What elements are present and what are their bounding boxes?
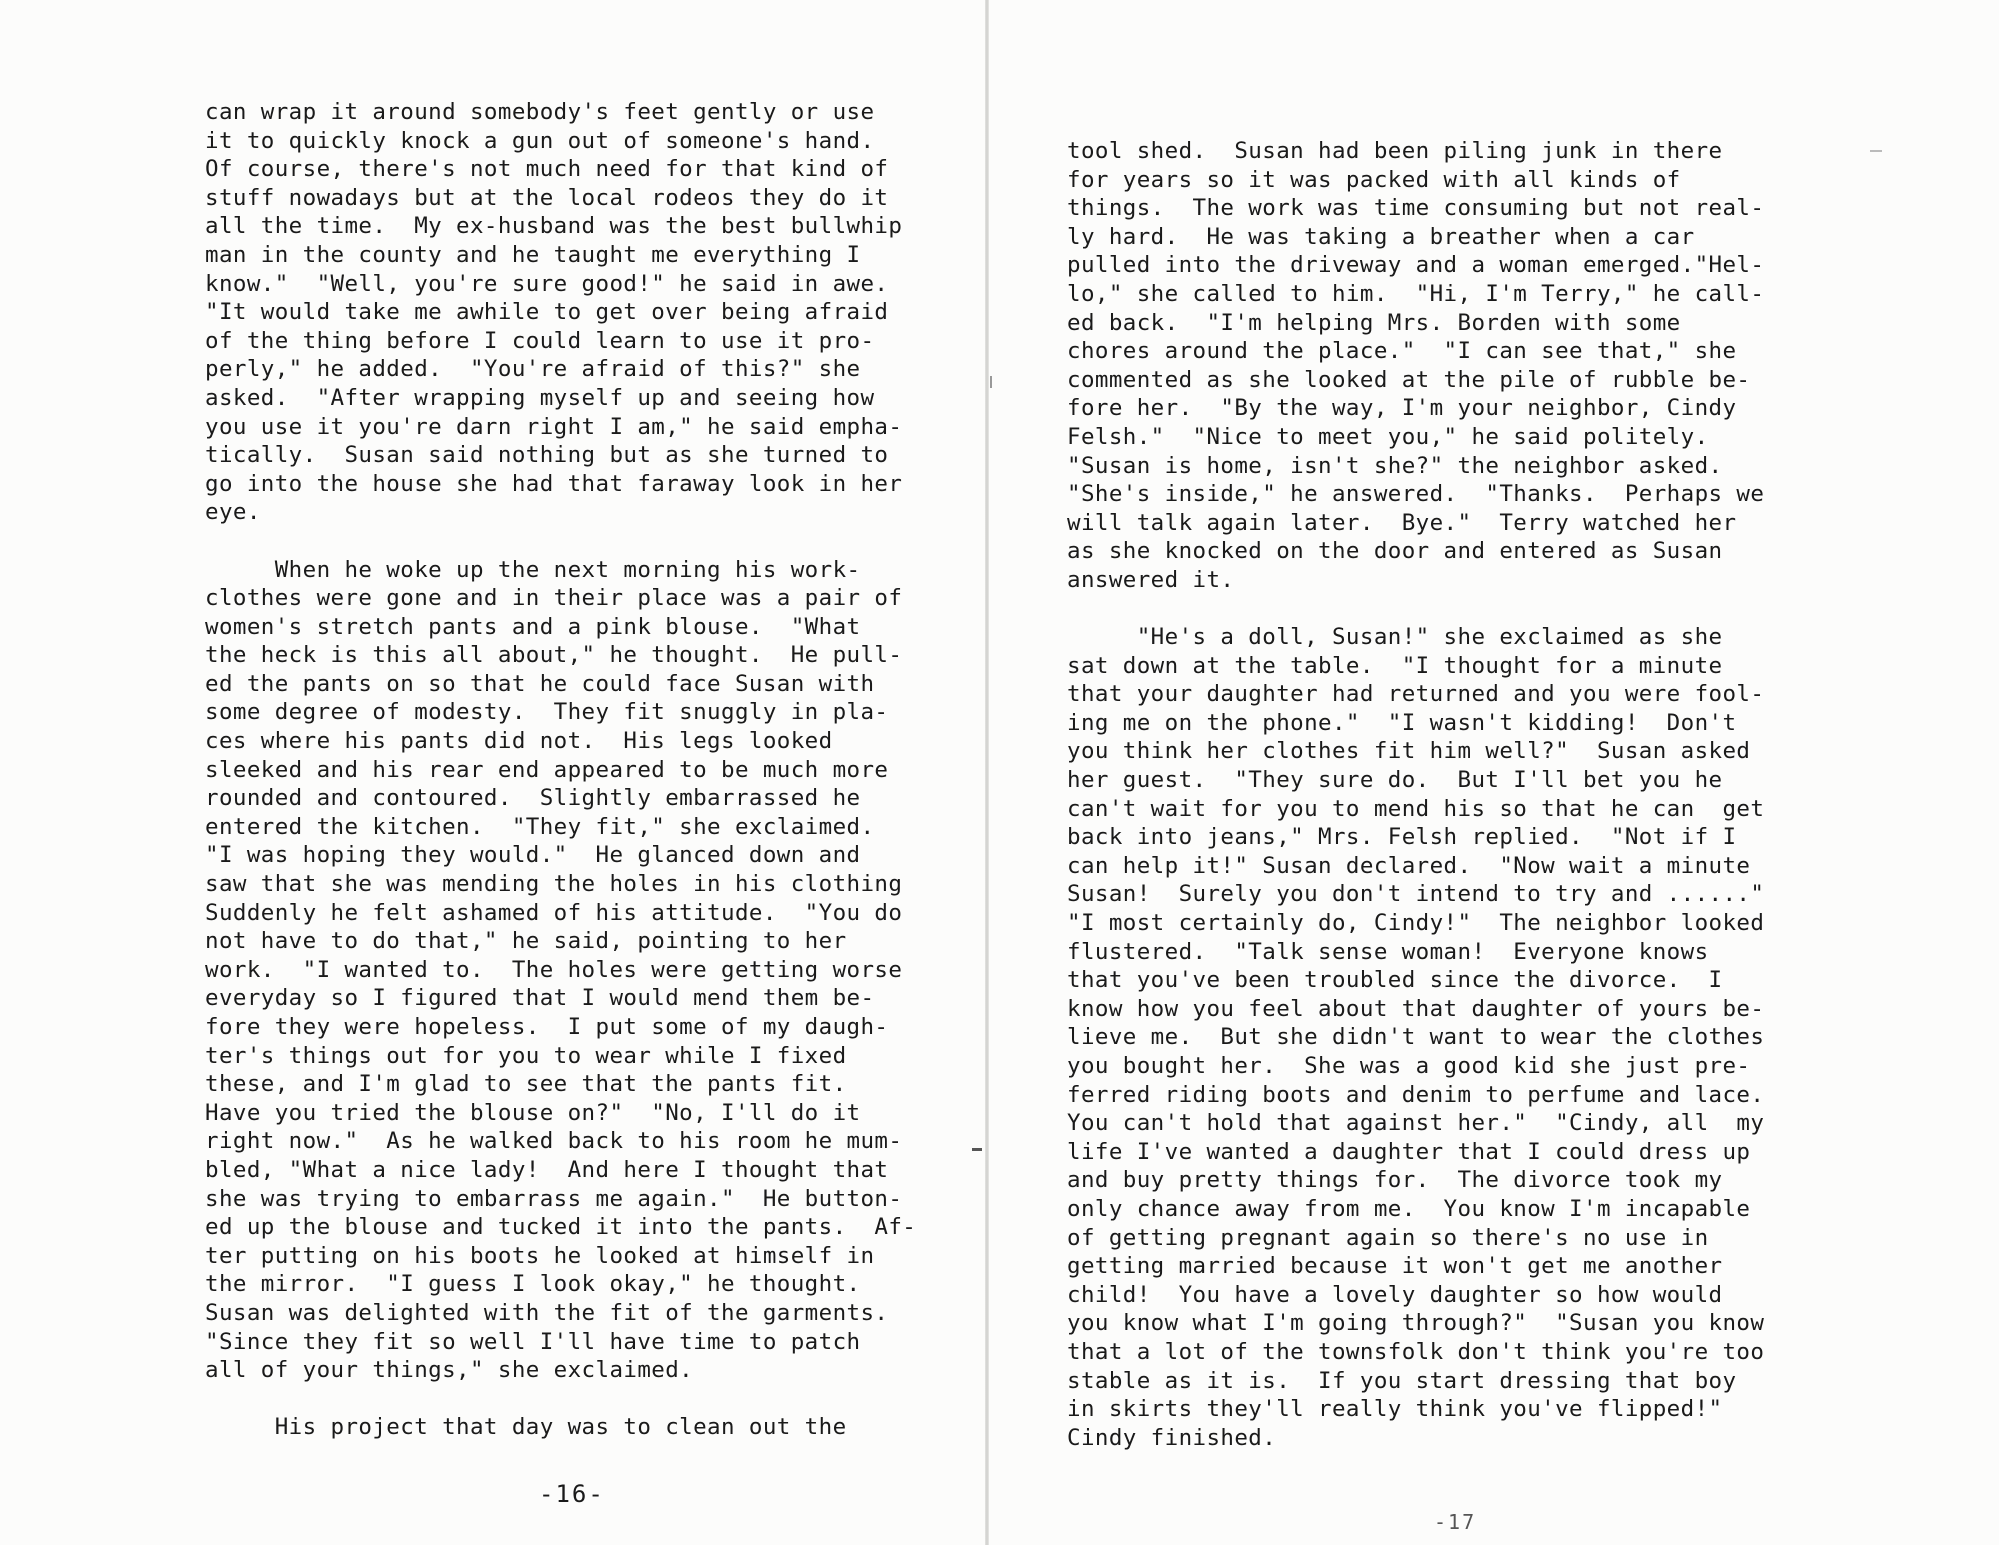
text-line: ces where his pants did not. His legs looked xyxy=(205,728,833,755)
text-line: go into the house she had that faraway look in her xyxy=(205,470,903,497)
text-line: ed the pants on so that he could face Susan with xyxy=(205,670,875,697)
text-line: stable as it is. If you start dressing that boy xyxy=(1067,1367,1737,1394)
text-line: everyday so I figured that I would mend them be- xyxy=(205,985,875,1012)
text-line: things. The work was time consuming but not real- xyxy=(1067,195,1765,222)
text-line: only chance away from me. You know I'm incapable xyxy=(1067,1195,1751,1222)
text-line: answered it. xyxy=(1067,566,1235,593)
text-line: can wrap it around somebody's feet gently or use xyxy=(205,99,875,125)
text-line: tool shed. Susan had been piling junk in there xyxy=(1067,138,1723,164)
text-line: work. "I wanted to. The holes were getting worse xyxy=(205,956,903,983)
text-line: her guest. "They sure do. But I'll bet you he xyxy=(1067,767,1723,794)
text-line: you use it you're darn right I am," he said empha- xyxy=(205,413,903,440)
text-line: Have you tried the blouse on?" "No, I'll do it xyxy=(205,1099,861,1126)
text-line: child! You have a lovely daughter so how would xyxy=(1067,1281,1723,1308)
text-line: in skirts they'll really think you've flipped!" xyxy=(1067,1396,1723,1423)
margin-mark xyxy=(990,376,992,388)
text-line: Cindy finished. xyxy=(1067,1424,1277,1451)
text-line: Felsh." "Nice to meet you," he said politely. xyxy=(1067,423,1709,450)
text-line: tically. Susan said nothing but as she turned to xyxy=(205,442,889,469)
text-line: entered the kitchen. "They fit," she exclaimed. xyxy=(205,813,875,840)
text-line: bled, "What a nice lady! And here I thought that xyxy=(205,1156,889,1183)
text-line: know how you feel about that daughter of yours be- xyxy=(1067,995,1765,1022)
text-line: all the time. My ex-husband was the best bullwhip xyxy=(205,213,903,240)
text-line: rounded and contoured. Slightly embarrassed he xyxy=(205,785,861,812)
text-line: can help it!" Susan declared. "Now wait a minute xyxy=(1067,852,1751,879)
text-line: Suddenly he felt ashamed of his attitude. "You do xyxy=(205,899,903,926)
text-line: Of course, there's not much need for that kind of xyxy=(205,156,889,183)
margin-mark xyxy=(972,1148,982,1151)
text-line: women's stretch pants and a pink blouse. "What xyxy=(205,613,861,640)
text-line: getting married because it won't get me another xyxy=(1067,1253,1723,1280)
text-line: will talk again later. Bye." Terry watched her xyxy=(1067,509,1737,536)
text-line: "It would take me awhile to get over being afraid xyxy=(205,299,889,326)
right-page xyxy=(989,0,1999,1545)
text-line: as she knocked on the door and entered as Susan xyxy=(1067,538,1723,565)
text-line: "He's a doll, Susan!" she exclaimed as she xyxy=(1067,624,1723,651)
text-line: lieve me. But she didn't want to wear the clothes xyxy=(1067,1024,1765,1051)
text-line: can't wait for you to mend his so that he can get xyxy=(1067,795,1765,822)
text-line: she was trying to embarrass me again." He button- xyxy=(205,1185,903,1212)
text-line: for years so it was packed with all kinds of xyxy=(1067,166,1681,193)
left-page xyxy=(0,0,985,1545)
text-line: sat down at the table. "I thought for a minute xyxy=(1067,652,1723,679)
text-line: perly," he added. "You're afraid of this?" she xyxy=(205,356,861,383)
text-line: When he woke up the next morning his work- xyxy=(205,556,861,583)
text-line: the heck is this all about," he thought. He pull- xyxy=(205,642,903,669)
text-line: and buy pretty things for. The divorce took my xyxy=(1067,1167,1723,1194)
text-line: ing me on the phone." "I wasn't kidding! Don't xyxy=(1067,709,1737,736)
text-line: asked. "After wrapping myself up and seeing how xyxy=(205,384,875,411)
text-line: right now." As he walked back to his room he mum- xyxy=(205,1128,903,1155)
right-page-number: -17 xyxy=(1434,1510,1477,1534)
text-line: ed back. "I'm helping Mrs. Borden with some xyxy=(1067,309,1681,336)
text-line: that you've been troubled since the divorce. I xyxy=(1067,967,1723,994)
text-line: life I've wanted a daughter that I could dress up xyxy=(1067,1138,1751,1165)
right-page-text xyxy=(1067,137,1807,1452)
left-page-text xyxy=(205,98,935,1442)
text-line: the mirror. "I guess I look okay," he thought. xyxy=(205,1271,861,1298)
text-line: not have to do that," he said, pointing to her xyxy=(205,928,847,955)
text-line: "I was hoping they would." He glanced down and xyxy=(205,842,861,869)
text-line: saw that she was mending the holes in his clothing xyxy=(205,871,903,898)
text-line: pulled into the driveway and a woman emerged."Hel- xyxy=(1067,252,1765,279)
text-line: "I most certainly do, Cindy!" The neighbor looked xyxy=(1067,910,1765,937)
text-line: back into jeans," Mrs. Felsh replied. "Not if I xyxy=(1067,824,1737,851)
text-line: you bought her. She was a good kid she just pre- xyxy=(1067,1053,1751,1079)
text-line: His project that day was to clean out the xyxy=(205,1414,847,1441)
text-line: Susan! Surely you don't intend to try and ......" xyxy=(1067,881,1765,908)
text-line: lo," she called to him. "Hi, I'm Terry," he call- xyxy=(1067,280,1765,307)
text-line: commented as she looked at the pile of rubble be- xyxy=(1067,366,1751,393)
text-line: sleeked and his rear end appeared to be much more xyxy=(205,756,889,783)
text-line: clothes were gone and in their place was a pair of xyxy=(205,585,903,612)
text-line: "She's inside," he answered. "Thanks. Perhaps we xyxy=(1067,481,1765,508)
margin-mark xyxy=(1870,150,1882,152)
text-line: ter putting on his boots he looked at himself in xyxy=(205,1242,875,1269)
text-line: You can't hold that against her." "Cindy, all my xyxy=(1067,1110,1765,1137)
text-line: these, and I'm glad to see that the pants fit. xyxy=(205,1071,847,1098)
text-line: ferred riding boots and denim to perfume and lace. xyxy=(1067,1081,1765,1108)
text-line: some degree of modesty. They fit snuggly in pla- xyxy=(205,699,889,726)
text-line: fore they were hopeless. I put some of my daugh- xyxy=(205,1014,889,1040)
text-line: "Susan is home, isn't she?" the neighbor asked. xyxy=(1067,452,1723,479)
text-line: know." "Well, you're sure good!" he said in awe. xyxy=(205,270,889,297)
text-line: "Since they fit so well I'll have time to patch xyxy=(205,1328,861,1355)
text-line: ly hard. He was taking a breather when a car xyxy=(1067,223,1695,250)
paragraph-gap xyxy=(205,527,935,556)
text-line: Susan was delighted with the fit of the garments. xyxy=(205,1299,889,1326)
text-line: ed up the blouse and tucked it into the pants. Af- xyxy=(205,1214,917,1241)
text-line: that your daughter had returned and you were fool- xyxy=(1067,681,1765,708)
text-line: you know what I'm going through?" "Susan you know xyxy=(1067,1310,1765,1337)
text-line: you think her clothes fit him well?" Susan asked xyxy=(1067,738,1751,765)
text-line: eye. xyxy=(205,499,261,526)
text-line: all of your things," she exclaimed. xyxy=(205,1357,694,1384)
text-line: man in the county and he taught me everything I xyxy=(205,241,861,268)
paragraph-gap xyxy=(1067,595,1807,624)
text-line: ter's things out for you to wear while I fixed xyxy=(205,1042,847,1069)
text-line: flustered. "Talk sense woman! Everyone knows xyxy=(1067,938,1709,965)
left-page-number: -16- xyxy=(539,1480,605,1508)
text-line: it to quickly knock a gun out of someone's hand. xyxy=(205,127,875,154)
text-line: fore her. "By the way, I'm your neighbor, Cindy xyxy=(1067,395,1737,422)
text-line: of the thing before I could learn to use it pro- xyxy=(205,327,875,354)
text-line: stuff nowadays but at the local rodeos they do it xyxy=(205,184,889,211)
paragraph-gap xyxy=(205,1385,935,1414)
text-line: chores around the place." "I can see that," she xyxy=(1067,338,1737,365)
text-line: that a lot of the townsfolk don't think you're too xyxy=(1067,1338,1765,1365)
text-line: of getting pregnant again so there's no use in xyxy=(1067,1224,1709,1251)
